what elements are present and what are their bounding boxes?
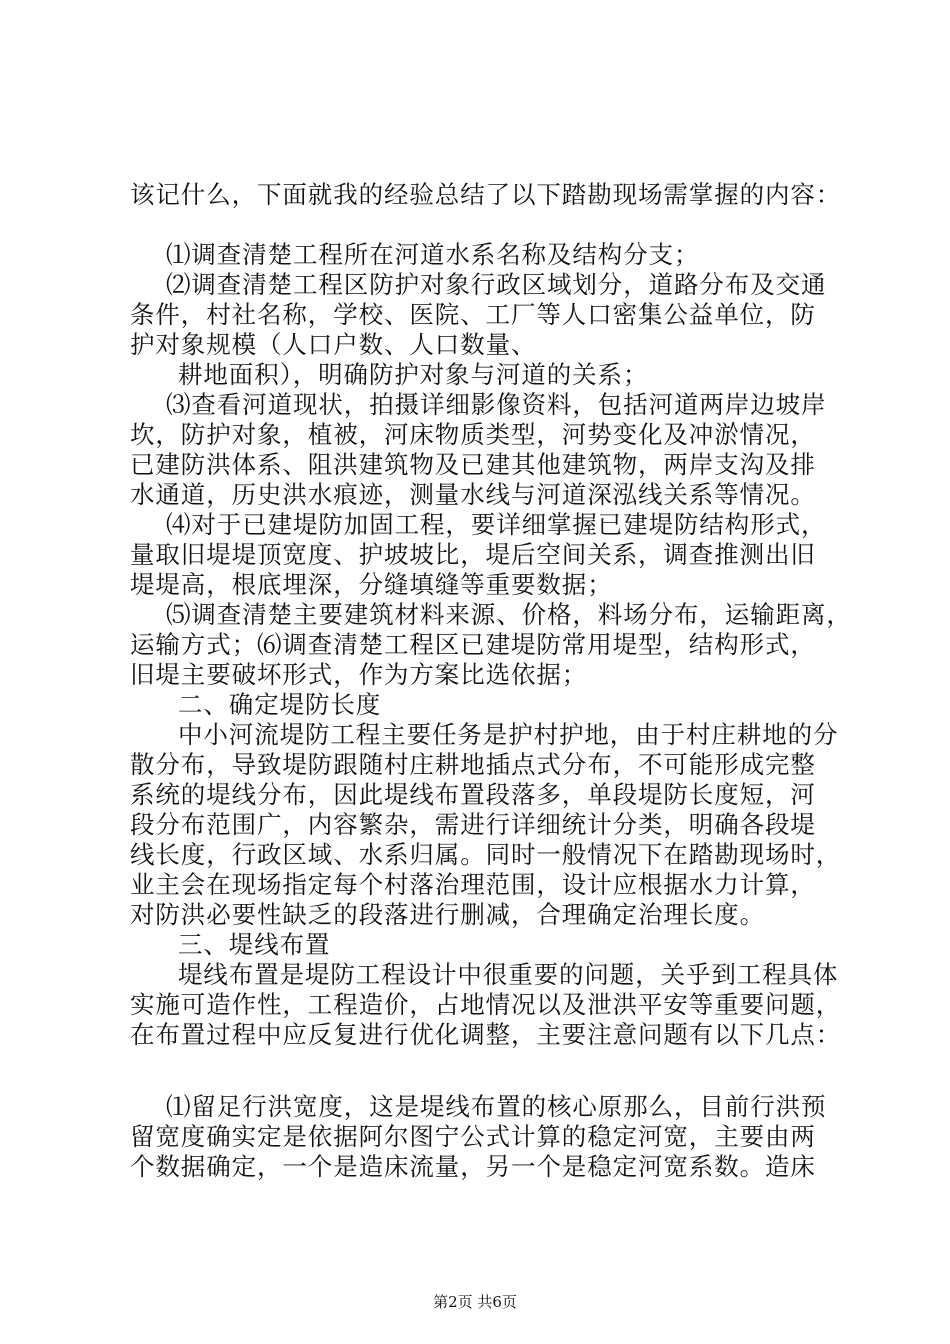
text-line: 业主会在现场指定每个村落治理范围，设计应根据水力计算， bbox=[130, 870, 816, 899]
text-line: 堤线布置是堤防工程设计中很重要的问题，关乎到工程具体 bbox=[178, 960, 839, 989]
text-line: 线长度，行政区域、水系归属。同时一般情况下在踏勘现场时， bbox=[130, 840, 842, 869]
text-line: 散分布，导致堤防跟随村庄耕地插点式分布，不可能形成完整 bbox=[130, 750, 816, 779]
text-line: 个数据确定，一个是造床流量，另一个是稳定河宽系数。造床 bbox=[130, 1152, 816, 1181]
text-line: 水通道，历史洪水痕迹，测量水线与河道深泓线关系等情况。 bbox=[130, 480, 816, 509]
text-line: 在布置过程中应反复进行优化调整，主要注意问题有以下几点： bbox=[130, 1020, 842, 1049]
text-line: ⑴留足行洪宽度，这是堤线布置的核心原那么，目前行洪预 bbox=[166, 1092, 827, 1121]
text-line: 耕地面积），明确防护对象与河道的关系； bbox=[178, 360, 649, 389]
text-line: 护对象规模（人口户数、人口数量、 bbox=[130, 330, 537, 359]
page-footer: 第2页 共6页 bbox=[433, 1293, 517, 1311]
section-heading: 二、确定堤防长度 bbox=[178, 690, 382, 719]
text-line: 坎，防护对象，植被，河床物质类型，河势变化及冲淤情况， bbox=[130, 420, 816, 449]
text-line: ⑷对于已建堤防加固工程，要详细掌握已建堤防结构形式， bbox=[166, 510, 827, 539]
text-line: 实施可造作性，工程造价，占地情况以及泄洪平安等重要问题， bbox=[130, 990, 842, 1019]
text-line: 量取旧堤堤顶宽度、护坡坡比，堤后空间关系，调查推测出旧 bbox=[130, 540, 816, 569]
text-line: ⑵调查清楚工程区防护对象行政区域划分，道路分布及交通 bbox=[166, 270, 827, 299]
section-heading: 三、堤线布置 bbox=[178, 930, 331, 959]
text-line: 留宽度确实定是依据阿尔图宁公式计算的稳定河宽，主要由两 bbox=[130, 1122, 816, 1151]
text-line: 该记什么，下面就我的经验总结了以下踏勘现场需掌握的内容： bbox=[130, 180, 842, 209]
text-line: 已建防洪体系、阻洪建筑物及已建其他建筑物，两岸支沟及排 bbox=[130, 450, 816, 479]
text-line: 旧堤主要破坏形式，作为方案比选依据； bbox=[130, 660, 588, 689]
text-line: 堤堤高，根底埋深，分缝填缝等重要数据； bbox=[130, 570, 613, 599]
text-line: ⑸调查清楚主要建筑材料来源、价格，料场分布，运输距离， bbox=[166, 600, 852, 629]
text-line: 中小河流堤防工程主要任务是护村护地，由于村庄耕地的分 bbox=[178, 720, 839, 749]
text-line: ⑴调查清楚工程所在河道水系名称及结构分支； bbox=[166, 240, 700, 269]
text-line: ⑶查看河道现状，拍摄详细影像资料，包括河道两岸边坡岸 bbox=[166, 390, 827, 419]
text-line: 对防洪必要性缺乏的段落进行删减，合理确定治理长度。 bbox=[130, 900, 765, 929]
text-line: 系统的堤线分布，因此堤线布置段落多，单段堤防长度短，河 bbox=[130, 780, 816, 809]
text-line: 条件，村社名称，学校、医院、工厂等人口密集公益单位，防 bbox=[130, 300, 816, 329]
text-line: 运输方式；⑹调查清楚工程区已建堤防常用堤型，结构形式， bbox=[130, 630, 816, 659]
text-line: 段分布范围广，内容繁杂，需进行详细统计分类，明确各段堤 bbox=[130, 810, 816, 839]
